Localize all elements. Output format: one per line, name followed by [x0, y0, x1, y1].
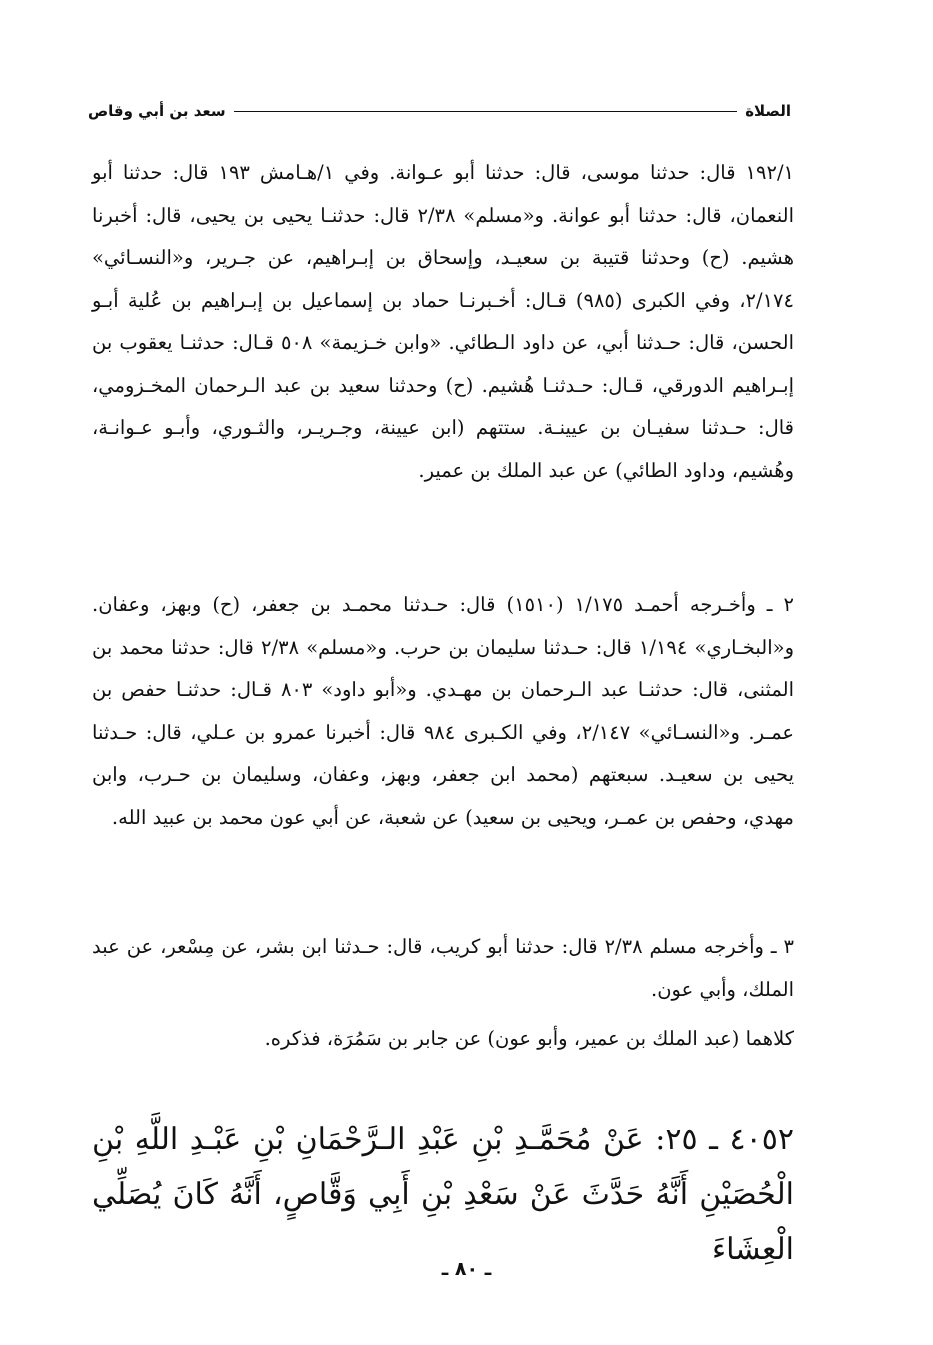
header-section-title: سعد بن أبي وقاص: [88, 102, 226, 120]
footnote-paragraph-4: كلاهما (عبد الملك بن عمير، وأبو عون) عن جابر بن سَمُرَة، فذكره.: [264, 1027, 794, 1050]
footnote-paragraph-3: ٣ ـ وأخرجه مسلم ٢/٣٨ قال: حدثنا أبو كريب، قال: حـدثنا ابن بشر، عن مِسْعر، عن عبد الملك، وأبي عون.: [92, 935, 794, 1001]
header-rule: [234, 111, 738, 112]
footnote-paragraph-1: ١٩٢/١ قال: حدثنا موسى، قال: حدثنا أبو عـوانة. وفي ١/هـامش ١٩٣ قال: حدثنا أبو النعمان، قال: حدثنا أبو عوانة. و«مسلم» ٢/٣٨ قال: حدثنـا يحيى بن يحيى، قال: أخبرنا هشيم. (ح) وحدثنا قتيبة بن سعيـد، وإسحاق بن إبـراهيم، عن جـرير، و«النسـائي» ٢/١٧٤، وفي الكبرى (٩٨٥) قـال: أخـبرنـا حماد بن إسماعيل بن إبـراهيم بن عُلية أبـو الحسن، قال: حـدثنا أبي، عن داود الـطائي. «وابن خـزيمة» ٥٠٨ قـال: حدثنـا يعقوب بن إبـراهيم الدورقي، قـال: حـدثنـا هُشيم. (ح) وحدثنا سعيد بن عبد الـرحمان المخـزومي، قال: حـدثنا سفيـان بن عيينـة. ستتهم (ابن عيينة، وجـريـر، والثـوري، وأبـو عـوانـة، وهُشيم، وداود الطائي) عن عبد الملك بن عمير.: [92, 161, 795, 482]
header-chapter-title: الصلاة: [745, 102, 791, 120]
hadith-text: ٤٠٥٢ ـ ٢٥: عَنْ مُحَمَّـدِ بْنِ عَبْدِ الـرَّحْمَانِ بْنِ عَبْـدِ اللَّهِ بْنِ الْحُصَيْنِ أَنَّهُ حَدَّثَ عَنْ سَعْدِ بْنِ أَبِي وَقَّاصٍ، أَنَّهُ كَانَ يُصَلِّي الْعِشَاءَ: [92, 1122, 794, 1267]
running-header: [88, 95, 791, 127]
page-number: ـ ٨٠ ـ: [441, 1258, 492, 1280]
footnote-paragraph-2: ٢ ـ وأخـرجه أحمـد ١/١٧٥ (١٥١٠) قال: حـدثنا محمـد بن جعفر، (ح) وبهز، وعفان. و«البخـاري» ١/١٩٤ قال: حـدثنا سليمان بن حرب. و«مسلم» ٢/٣٨ قال: حدثنا محمد بن المثنى، قال: حدثنـا عبد الـرحمان بن مهـدي. و«أبو داود» ٨٠٣ قـال: حدثنـا حفص بن عمـر. و«النسـائي» ٢/١٤٧، وفي الكـبرى ٩٨٤ قال: أخبرنا عمرو بن عـلي، قال: حـدثنا يحيى بن سعيـد. سبعتهم (محمد ابن جعفر، وبهز، وعفان، وسليمان بن حـرب، وابن مهدي، وحفص بن عمـر، ويحيى بن سعيد) عن شعبة، عن أبي عون محمد بن عبيد الله.: [92, 593, 794, 829]
